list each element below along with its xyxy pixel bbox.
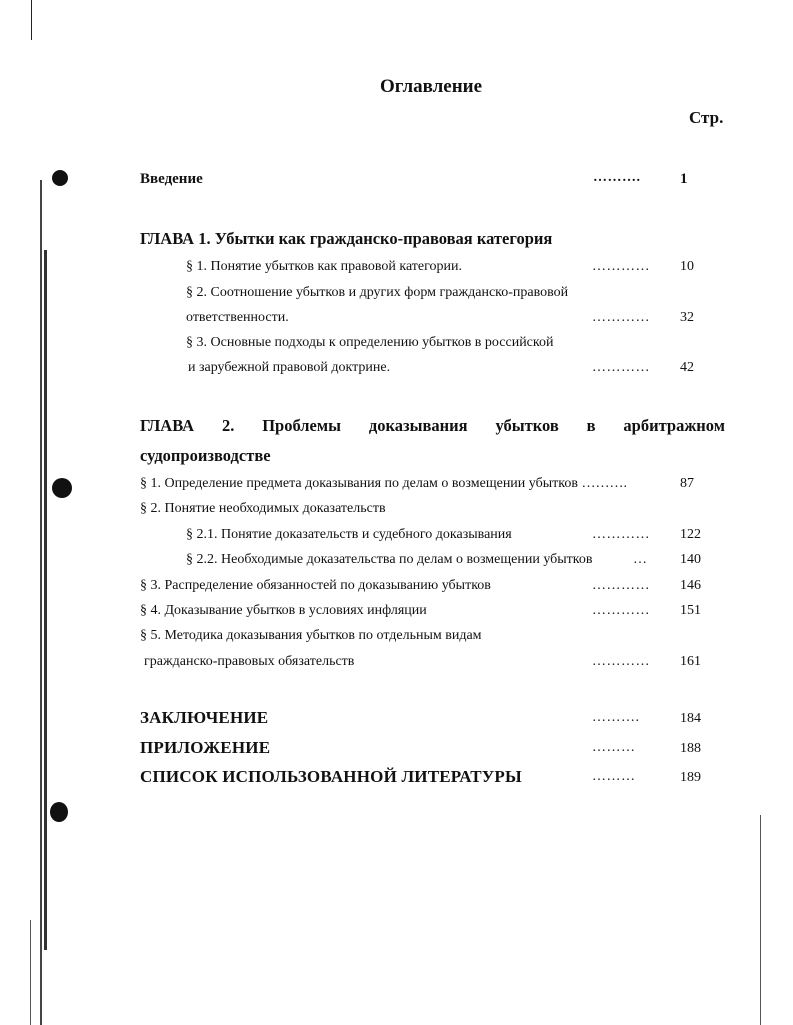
toc-entry-ch2-s5-line2: гражданско-правовых обязательств bbox=[144, 654, 355, 669]
scan-artifact-blob bbox=[52, 478, 72, 498]
toc-entry-intro: Введение bbox=[140, 171, 203, 187]
toc-leader-dots: ………… bbox=[592, 603, 650, 618]
toc-leader-dots: ………. bbox=[593, 170, 641, 185]
toc-page-number: 87 bbox=[680, 476, 694, 491]
toc-entry-ch2-s1: § 1. Определение предмета доказывания по делам о возмещении убытков ………. bbox=[140, 476, 627, 491]
toc-entry-ch1-s2-line1: § 2. Соотношение убытков и других форм гражданско-правовой bbox=[186, 285, 569, 300]
toc-entry-ch2-s3: § 3. Распределение обязанностей по доказыванию убытков bbox=[140, 578, 491, 593]
chapter-2-word: в bbox=[586, 416, 596, 435]
toc-entry-ch1-s3-line1: § 3. Основные подходы к определению убытков в российской bbox=[186, 335, 554, 350]
toc-leader-dots: ……… bbox=[592, 769, 636, 784]
chapter-2-word: Проблемы bbox=[262, 416, 342, 435]
toc-page-number: 188 bbox=[680, 741, 701, 756]
toc-leader-dots: ………… bbox=[592, 310, 650, 325]
chapter-2-word: ГЛАВА bbox=[140, 416, 195, 435]
scan-artifact-line bbox=[40, 180, 42, 1025]
toc-entry-ch1-s3-line2: и зарубежной правовой доктрине. bbox=[188, 360, 391, 375]
toc-leader-dots: ………. bbox=[592, 710, 640, 725]
toc-entry-ch2-s4: § 4. Доказывание убытков в условиях инфляции bbox=[140, 603, 427, 618]
chapter-2-word: доказывания bbox=[368, 416, 468, 435]
toc-entry-appendix: ПРИЛОЖЕНИЕ bbox=[140, 738, 271, 757]
toc-chapter-1: ГЛАВА 1. Убытки как гражданско-правовая категория bbox=[140, 229, 553, 248]
toc-entry-ch2-s2: § 2. Понятие необходимых доказательств bbox=[140, 501, 386, 516]
scan-artifact-line bbox=[44, 250, 47, 950]
toc-leader-dots: ………… bbox=[592, 360, 650, 375]
toc-entry-ch2-s2-2: § 2.2. Необходимые доказательства по делам о возмещении убытков bbox=[186, 552, 593, 567]
toc-leader-dots: … bbox=[633, 552, 648, 567]
toc-leader-dots: ………… bbox=[592, 654, 650, 669]
toc-leader-dots: ……… bbox=[592, 740, 636, 755]
scan-artifact-line bbox=[31, 0, 32, 40]
toc-chapter-2-line2: судопроизводстве bbox=[140, 446, 271, 465]
toc-entry-ch1-s1: § 1. Понятие убытков как правовой категории. bbox=[186, 259, 463, 274]
chapter-2-word: арбитражном bbox=[623, 416, 725, 435]
toc-page-number: 151 bbox=[680, 603, 701, 618]
toc-page-number: 161 bbox=[680, 654, 701, 669]
scan-artifact-blob bbox=[50, 802, 68, 822]
toc-entry-conclusion: ЗАКЛЮЧЕНИЕ bbox=[140, 708, 269, 727]
toc-leader-dots: ………… bbox=[592, 259, 650, 274]
toc-entry-ch2-s5-line1: § 5. Методика доказывания убытков по отдельным видам bbox=[140, 628, 482, 643]
chapter-2-word: 2. bbox=[221, 416, 235, 435]
page-column-label: Стр. bbox=[689, 108, 724, 127]
toc-page-number: 42 bbox=[680, 360, 694, 375]
toc-page-number: 10 bbox=[680, 259, 694, 274]
toc-entry-ch2-s2-1: § 2.1. Понятие доказательств и судебного доказывания bbox=[186, 527, 512, 542]
toc-entry-bibliography: СПИСОК ИСПОЛЬЗОВАННОЙ ЛИТЕРАТУРЫ bbox=[140, 767, 522, 786]
toc-page-number: 140 bbox=[680, 552, 701, 567]
scan-artifact-line bbox=[30, 920, 31, 1025]
toc-page-number: 189 bbox=[680, 770, 701, 785]
toc-entry-ch1-s2-line2: ответственности. bbox=[186, 310, 289, 325]
page-title: Оглавление bbox=[380, 76, 483, 97]
toc-page-number: 184 bbox=[680, 711, 701, 726]
toc-leader-dots: ………… bbox=[592, 578, 650, 593]
toc-page-number: 32 bbox=[680, 310, 694, 325]
toc-page-number: 146 bbox=[680, 578, 701, 593]
toc-page-number: 1 bbox=[680, 171, 688, 187]
toc-chapter-2-line1 bbox=[140, 416, 725, 436]
toc-leader-dots: ………… bbox=[592, 527, 650, 542]
scan-artifact-blob bbox=[52, 170, 68, 186]
chapter-2-word: убытков bbox=[495, 416, 559, 435]
toc-page-number: 122 bbox=[680, 527, 701, 542]
scan-artifact-line bbox=[760, 815, 761, 1025]
